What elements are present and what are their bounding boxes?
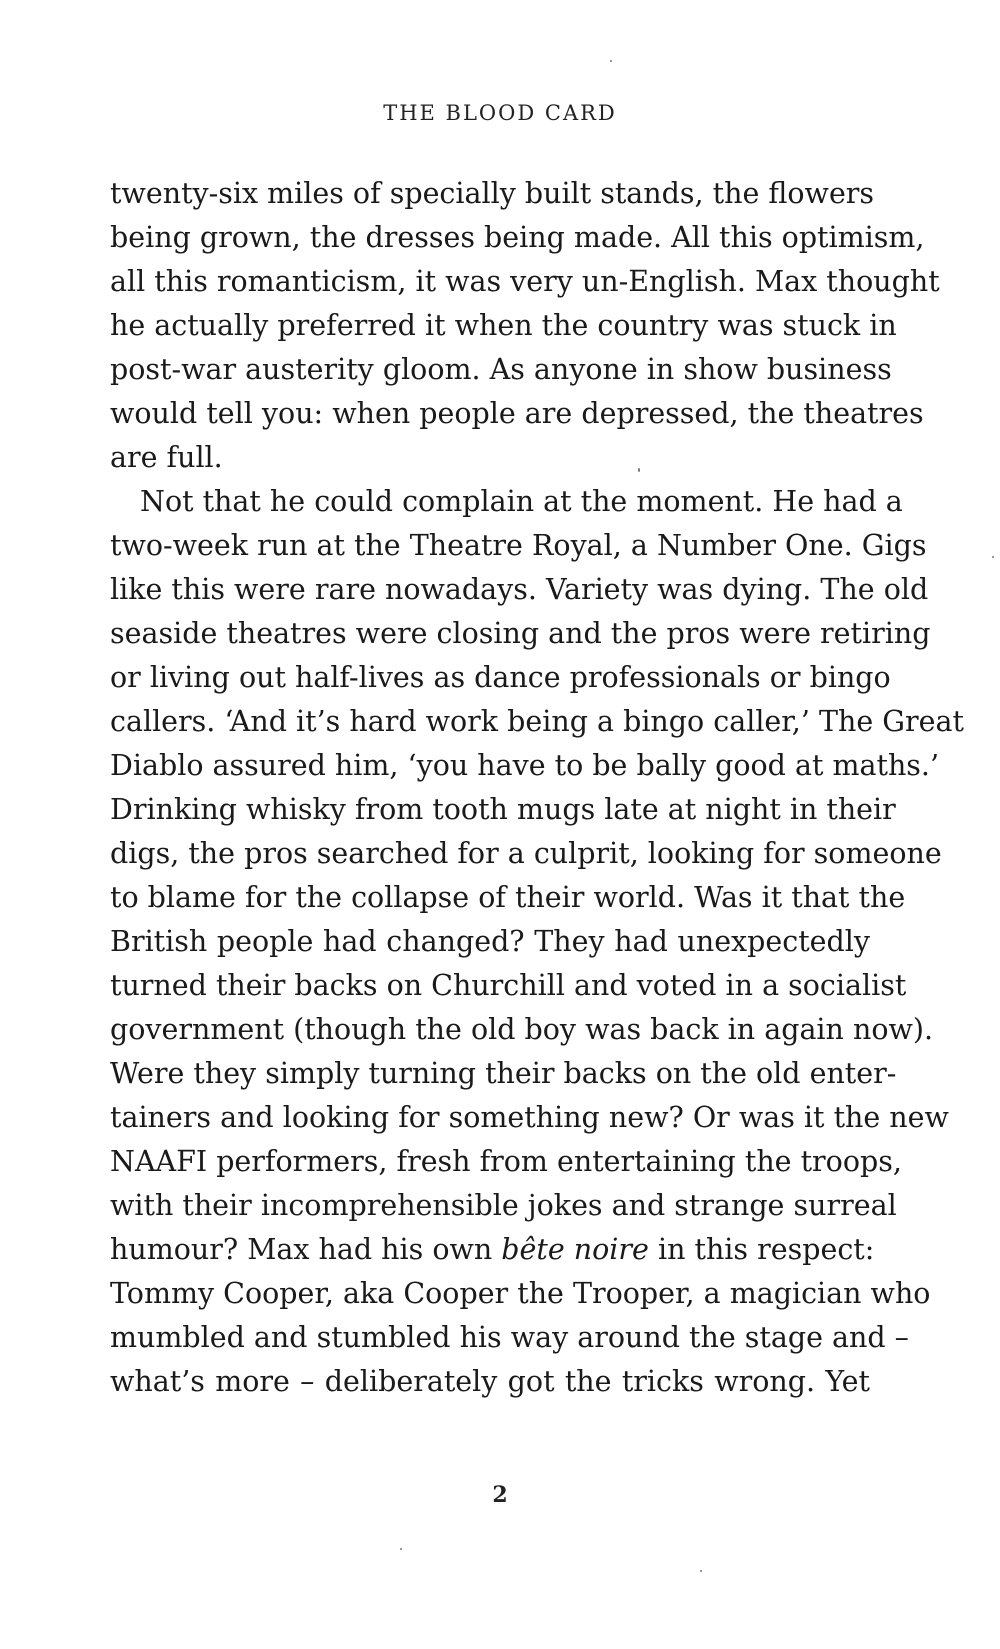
text-line: post-war austerity gloom. As anyone in show business	[110, 353, 892, 386]
text-line: with their incomprehensible jokes and strange surreal	[110, 1189, 897, 1222]
text-line: Were they simply turning their backs on the old enter-	[110, 1057, 897, 1090]
page-number: 2	[492, 1482, 508, 1508]
scan-speck	[700, 1570, 702, 1572]
text-line: digs, the pros searched for a culprit, looking for someone	[110, 837, 942, 870]
text-line: Tommy Cooper, aka Cooper the Trooper, a magician who	[110, 1277, 931, 1310]
running-head: THE BLOOD CARD	[383, 101, 617, 125]
text-line: being grown, the dresses being made. All this optimism,	[110, 221, 925, 254]
text-line-italic	[110, 1228, 875, 1272]
text-line: Not that he could complain at the moment. He had a	[140, 485, 903, 518]
text-line: mumbled and stumbled his way around the stage and –	[110, 1321, 909, 1354]
text-line: British people had changed? They had unexpectedly	[110, 925, 870, 958]
text-line: two-week run at the Theatre Royal, a Number One. Gigs	[110, 529, 927, 562]
text-line: Diablo assured him, ‘you have to be bally good at maths.’	[110, 749, 940, 782]
text-line: twenty-six miles of specially built stands, the flowers	[110, 177, 875, 210]
text-line: would tell you: when people are depressed, the theatres	[110, 397, 924, 430]
text-line: government (though the old boy was back in again now).	[110, 1013, 934, 1046]
text-line: all this romanticism, it was very un-English. Max thought	[110, 265, 940, 298]
line-text-before: humour? Max had his own	[110, 1233, 502, 1266]
text-line: are full.	[110, 441, 223, 474]
scan-speck	[638, 468, 640, 472]
scan-speck	[992, 556, 994, 558]
line-text-after: in this respect:	[648, 1233, 875, 1266]
body-text	[110, 172, 964, 1404]
scan-speck	[400, 1548, 402, 1550]
text-line: like this were rare nowadays. Variety was dying. The old	[110, 573, 929, 606]
text-line: to blame for the collapse of their world. Was it that the	[110, 881, 906, 914]
text-line: callers. ‘And it’s hard work being a bingo caller,’ The Great	[110, 705, 964, 738]
text-line: he actually preferred it when the country was stuck in	[110, 309, 897, 342]
scan-speck	[610, 60, 612, 62]
text-line: tainers and looking for something new? Or was it the new	[110, 1101, 949, 1134]
text-line: or living out half-lives as dance professionals or bingo	[110, 661, 891, 694]
italic-phrase: bête noire	[501, 1233, 649, 1266]
text-line: NAAFI performers, fresh from entertaining the troops,	[110, 1145, 902, 1178]
text-line: what’s more – deliberately got the tricks wrong. Yet	[110, 1365, 870, 1398]
text-line: seaside theatres were closing and the pros were retiring	[110, 617, 931, 650]
text-line: turned their backs on Churchill and voted in a socialist	[110, 969, 907, 1002]
text-line: Drinking whisky from tooth mugs late at night in their	[110, 793, 896, 826]
